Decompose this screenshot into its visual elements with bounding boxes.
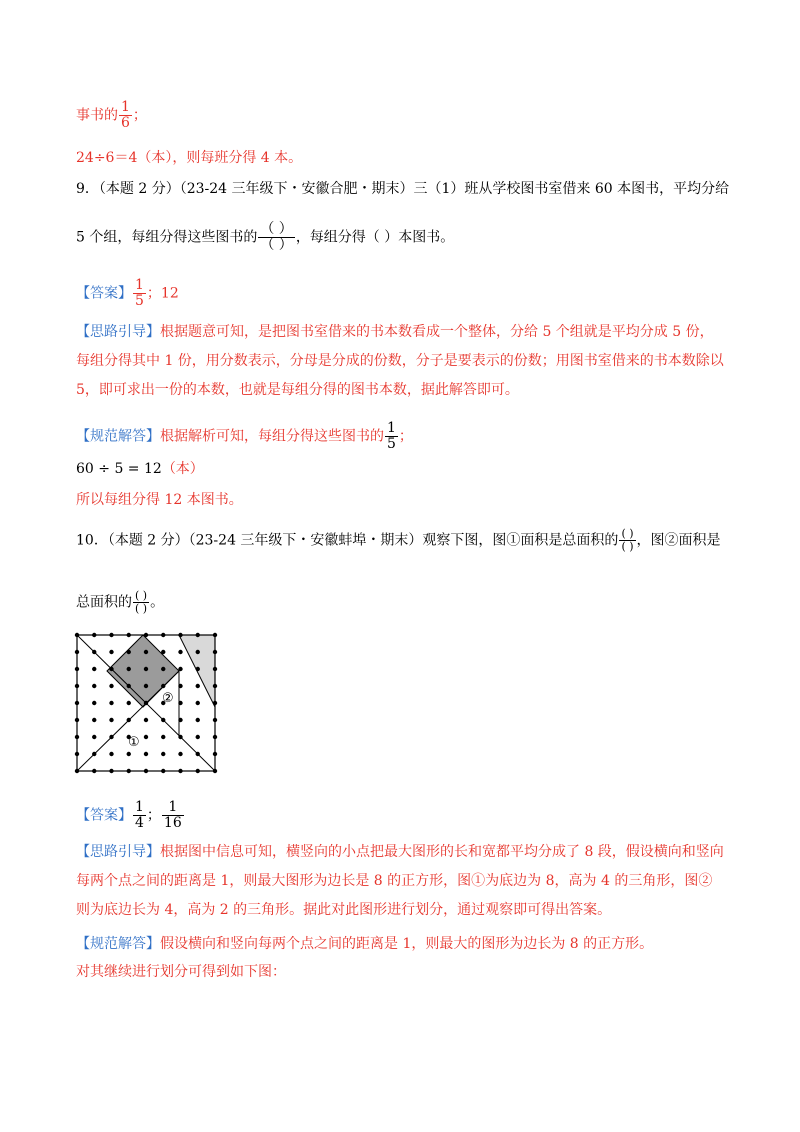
blank-num: ( ) — [135, 589, 148, 602]
solution-label: 【规范解答】 — [76, 936, 160, 952]
grid-dot — [161, 735, 165, 739]
label-2: ② — [162, 691, 174, 706]
grid-dot — [75, 650, 79, 654]
grid-dot — [127, 650, 131, 654]
hint-text: 根据图中信息可知，横竖向的小点把最大图形的长和宽都平均分成了 8 段，假设横向和竖向每两个点之间的距离是 1，则最大图形为边长是 8 的正方形，图①为底边为 8，高为 4 的三角形，图②则为底边长为 4，高为 2 的三角形。据此对此图形进行划分，通过观察即可得出答案。 — [76, 844, 724, 918]
grid-dot — [196, 667, 200, 671]
solution-label: 【规范解答】 — [76, 428, 160, 445]
grid-dot — [92, 633, 96, 637]
dot-grid-figure — [72, 630, 222, 775]
q9-conclusion: 所以每组分得 12 本图书。 — [76, 492, 243, 508]
frac-den: 16 — [163, 815, 182, 831]
q9-blank-fraction — [258, 222, 294, 253]
q10-answer — [76, 800, 185, 831]
q9-answer-fraction — [133, 278, 146, 309]
grid-dot — [109, 684, 113, 688]
grid-dot — [213, 769, 217, 773]
frac-den: 5 — [387, 436, 396, 452]
grid-dot — [109, 650, 113, 654]
q9-text-line1: 9．（本题 2 分）（23-24 三年级下・安徽合肥・期末）三（1）班从学校图书室借来 60 本图书，平均分给 — [76, 181, 730, 197]
solution-text: 根据解析可知，每组分得这些图书的 — [160, 428, 384, 445]
grid-dot — [109, 701, 113, 705]
grid-dot — [144, 735, 148, 739]
answer-label: 【答案】 — [76, 807, 132, 824]
grid-dot — [161, 633, 165, 637]
q9-hint — [76, 318, 726, 405]
frac-num: 1 — [387, 420, 396, 436]
q10-text1: 10．（本题 2 分）（23-24 三年级下・安徽蚌埠・期末）观察下图，图①面积是总面积的 — [76, 532, 619, 549]
prev-calc: 24÷6＝4（本），则每班分得 4 本。 — [76, 150, 303, 166]
solution-text: 假设横向和竖向每两个点之间的距离是 1，则最大的图形为边长为 8 的正方形。 — [160, 936, 654, 952]
grid-dot — [75, 633, 79, 637]
answer-sep: ； — [146, 807, 161, 824]
grid-dot — [178, 667, 182, 671]
q9-text2b: ，每组分得（ ）本图书。 — [295, 229, 455, 246]
grid-dot — [92, 667, 96, 671]
grid-dot — [109, 769, 113, 773]
grid-dot — [144, 684, 148, 688]
grid-dot — [75, 752, 79, 756]
grid-dot — [144, 633, 148, 637]
hint-text: 根据题意可知，是把图书室借来的书本数看成一个整体，分给 5 个组就是平均分成 5 份，每组分得其中 1 份，用分数表示，分母是分成的份数，分子是要表示的份数；用图书室借来的书本数除以 5，即可求出一份的本数，也就是每组分得的图书本数，据此解答即可。 — [76, 324, 724, 398]
grid-dot — [92, 684, 96, 688]
grid-dot — [144, 701, 148, 705]
q9-equation — [76, 459, 204, 479]
grid-dot — [161, 650, 165, 654]
blank-den: ( ) — [621, 540, 634, 553]
grid-dot — [196, 633, 200, 637]
grid-dot — [75, 684, 79, 688]
grid-dot — [178, 701, 182, 705]
grid-dot — [127, 633, 131, 637]
blank-den: （ ） — [260, 237, 293, 253]
blank-num: （ ） — [260, 221, 293, 237]
q10-answer-fraction-1 — [133, 800, 146, 831]
grid-dot — [144, 667, 148, 671]
q10-hint — [76, 838, 726, 925]
grid-dot — [109, 735, 113, 739]
grid-dot — [92, 735, 96, 739]
grid-dot — [196, 752, 200, 756]
grid-dot — [144, 769, 148, 773]
grid-dot — [213, 701, 217, 705]
grid-dot — [127, 718, 131, 722]
q10-text-line2 — [76, 590, 164, 615]
grid-dot — [144, 718, 148, 722]
q10-solution — [76, 934, 653, 954]
q9-text2a: 5 个组，每组分得这些图书的 — [76, 229, 258, 246]
grid-dot — [161, 718, 165, 722]
q9-text-line2 — [76, 222, 454, 253]
grid-dot — [92, 701, 96, 705]
grid-dot — [127, 667, 131, 671]
grid-dot — [75, 735, 79, 739]
grid-dot — [196, 718, 200, 722]
grid-dot — [196, 701, 200, 705]
grid-dot — [92, 752, 96, 756]
grid-dot — [178, 769, 182, 773]
grid-dot — [92, 769, 96, 773]
grid-dot — [213, 667, 217, 671]
grid-dot — [178, 718, 182, 722]
q10-text2-end: 。 — [150, 594, 165, 611]
q10-blank-fraction-1 — [619, 528, 635, 553]
prev-fraction — [119, 100, 132, 131]
prev-end: ； — [132, 107, 147, 124]
prev-text: 事书的 — [76, 107, 118, 124]
grid-dot — [75, 667, 79, 671]
grid-dot — [75, 701, 79, 705]
q9-solution-fraction — [385, 421, 398, 452]
q9-solution — [76, 421, 413, 452]
grid-dot — [109, 633, 113, 637]
grid-dot — [144, 752, 148, 756]
frac-num: 1 — [135, 799, 144, 815]
grid-dot — [178, 735, 182, 739]
prev-answer-line — [76, 100, 147, 131]
frac-den: 5 — [135, 293, 144, 309]
frac-num: 1 — [135, 277, 144, 293]
blank-num: ( ) — [621, 527, 634, 540]
grid-dot — [196, 684, 200, 688]
grid-dot — [92, 650, 96, 654]
grid-dot — [161, 769, 165, 773]
grid-dot — [127, 769, 131, 773]
grid-dot — [213, 735, 217, 739]
grid-dot — [178, 752, 182, 756]
grid-dot — [213, 650, 217, 654]
grid-dot — [213, 684, 217, 688]
answer-label: 【答案】 — [76, 285, 132, 302]
grid-dot — [127, 752, 131, 756]
grid-dot — [178, 633, 182, 637]
grid-dot — [196, 650, 200, 654]
answer-rest: ；12 — [146, 285, 179, 302]
grid-dot — [75, 769, 79, 773]
equation-unit: （本） — [161, 461, 204, 477]
grid-dot — [127, 684, 131, 688]
label-1: ① — [128, 735, 140, 750]
grid-dot — [161, 752, 165, 756]
q10-last-line: 对其继续进行划分可得到如下图： — [76, 964, 286, 980]
hint-label: 【思路引导】 — [76, 324, 160, 340]
grid-dot — [161, 684, 165, 688]
hint-label: 【思路引导】 — [76, 844, 160, 860]
grid-dot — [213, 752, 217, 756]
q10-answer-fraction-2 — [162, 800, 184, 831]
frac-den: 6 — [121, 115, 130, 131]
grid-dot — [109, 667, 113, 671]
grid-dot — [109, 752, 113, 756]
grid-dot — [75, 718, 79, 722]
grid-dot — [196, 769, 200, 773]
frac-num: 1 — [162, 800, 184, 816]
equation: 60 ÷ 5 = 12 — [76, 461, 162, 477]
grid-dot — [92, 718, 96, 722]
q10-blank-fraction-2 — [133, 590, 149, 615]
frac-num: 1 — [121, 99, 130, 115]
solution-end: ； — [398, 428, 413, 445]
grid-dot — [213, 718, 217, 722]
grid-dot — [196, 735, 200, 739]
grid-dot — [178, 650, 182, 654]
grid-dot — [213, 633, 217, 637]
blank-den: ( ) — [135, 602, 148, 615]
grid-dot — [161, 667, 165, 671]
q10-text1b: ，图②面积是 — [636, 532, 721, 549]
q10-text2: 总面积的 — [76, 594, 132, 611]
grid-dot — [144, 650, 148, 654]
grid-dot — [109, 718, 113, 722]
grid-dot — [127, 701, 131, 705]
grid-dot — [178, 684, 182, 688]
q10-text-line1 — [76, 528, 721, 553]
q9-answer — [76, 278, 179, 309]
frac-den: 4 — [135, 815, 144, 831]
